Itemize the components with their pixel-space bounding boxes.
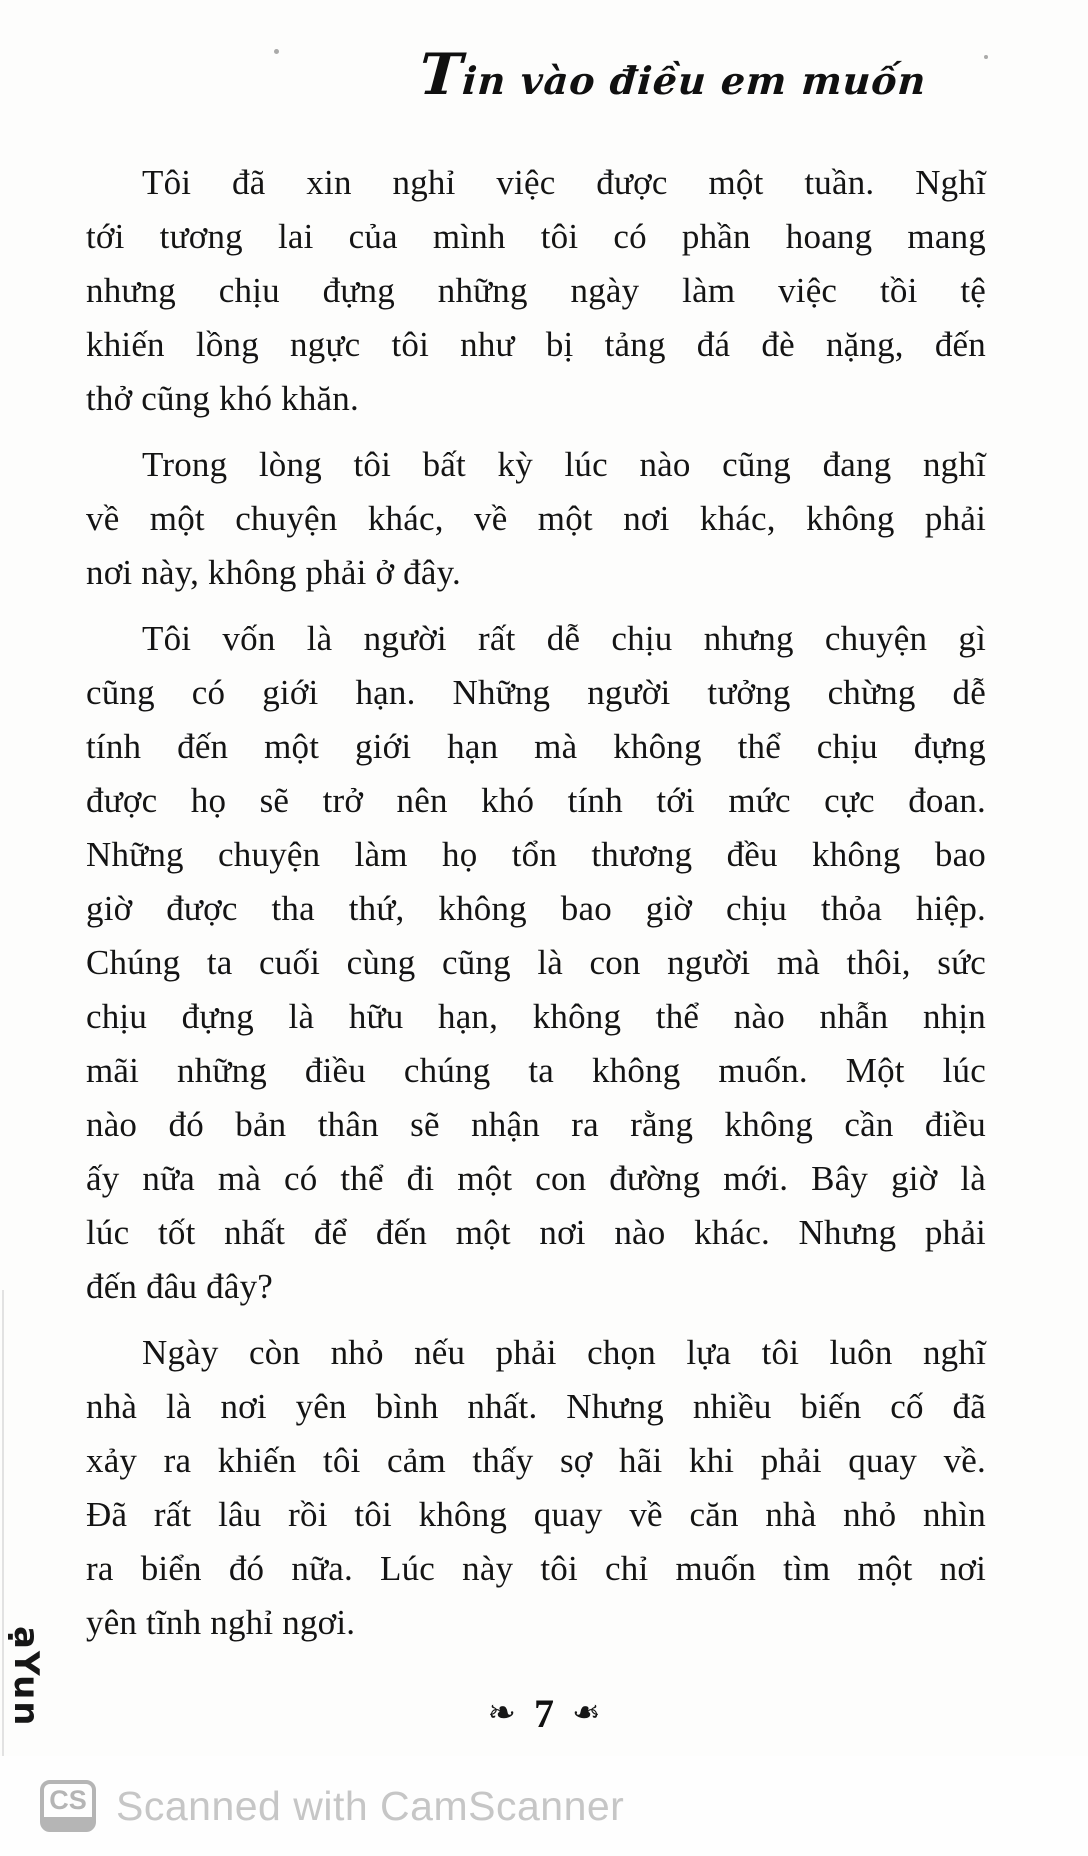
body-text-block: [86, 156, 986, 1662]
text-line: về một chuyện khác, về một nơi khác, không phải: [86, 499, 986, 538]
text-line: cũng có giới hạn. Những người tưởng chừng dễ: [86, 673, 986, 712]
paragraph: [86, 1326, 986, 1650]
scan-speck: [984, 55, 988, 59]
text-line: ấy nữa mà có thể đi một con đường mới. Bây giờ là: [86, 1159, 986, 1198]
text-line: mãi những điều chúng ta không muốn. Một lúc: [86, 1051, 986, 1090]
text-line: nhưng chịu đựng những ngày làm việc tồi tệ: [86, 271, 986, 310]
text-line: tính đến một giới hạn mà không thể chịu đựng: [86, 727, 986, 766]
paragraph: [86, 438, 986, 600]
text-line: đến đâu đây?: [86, 1267, 274, 1306]
text-line: lúc tốt nhất để đến một nơi nào khác. Nhưng phải: [86, 1213, 986, 1252]
text-line: nào đó bản thân sẽ nhận ra rằng không cần điều: [86, 1105, 986, 1144]
text-line: khiến lồng ngực tôi như bị tảng đá đè nặng, đến: [86, 325, 986, 364]
scan-speck: [274, 49, 279, 54]
camscanner-logo-letters: CS: [49, 1785, 87, 1815]
spine-text: ạYun: [6, 1626, 46, 1728]
camscanner-logo-icon: [40, 1780, 96, 1832]
text-line: nhà là nơi yên bình nhất. Nhưng nhiều biến cố đã: [86, 1387, 986, 1426]
text-line: Trong lòng tôi bất kỳ lúc nào cũng đang nghĩ: [142, 445, 986, 484]
text-line: Tôi đã xin nghỉ việc được một tuần. Nghĩ: [142, 163, 986, 202]
page-footer: [0, 1691, 1088, 1736]
text-line: Đã rất lâu rồi tôi không quay về căn nhà nhỏ nhìn: [86, 1495, 986, 1534]
text-line: Chúng ta cuối cùng cũng là con người mà thôi, sức: [86, 943, 986, 982]
paragraph: [86, 156, 986, 426]
text-line: chịu đựng là hữu hạn, không thể nào nhẫn nhịn: [86, 997, 986, 1036]
text-line: ra biển đó nữa. Lúc này tôi chỉ muốn tìm một nơi: [86, 1549, 986, 1588]
text-line: yên tĩnh nghỉ ngơi.: [86, 1603, 356, 1642]
text-line: giờ được tha thứ, không bao giờ chịu thỏa hiệp.: [86, 889, 986, 928]
text-line: Tôi vốn là người rất dễ chịu nhưng chuyện gì: [142, 619, 986, 658]
text-line: thở cũng khó khăn.: [86, 379, 359, 418]
text-line: nơi này, không phải ở đây.: [86, 553, 461, 592]
floral-ornament-right-icon: ❧: [572, 1695, 601, 1732]
camscanner-watermark-bar: [0, 1756, 1088, 1856]
paragraph: [86, 612, 986, 1314]
camscanner-watermark-label: Scanned with CamScanner: [116, 1782, 625, 1829]
page-number: 7: [534, 1691, 554, 1736]
floral-ornament-left-icon: ❧: [487, 1695, 516, 1732]
text-line: Ngày còn nhỏ nếu phải chọn lựa tôi luôn nghĩ: [142, 1333, 986, 1372]
camscanner-logo-base: [43, 1817, 93, 1829]
text-line: xảy ra khiến tôi cảm thấy sợ hãi khi phải quay về.: [86, 1441, 986, 1480]
running-header-title: Tin vào điều em muốn: [416, 41, 928, 108]
text-line: tới tương lai của mình tôi có phần hoang mang: [86, 217, 986, 256]
text-line: được họ sẽ trở nên khó tính tới mức cực đoan.: [86, 781, 986, 820]
text-line: Những chuyện làm họ tổn thương đều không bao: [86, 835, 986, 874]
